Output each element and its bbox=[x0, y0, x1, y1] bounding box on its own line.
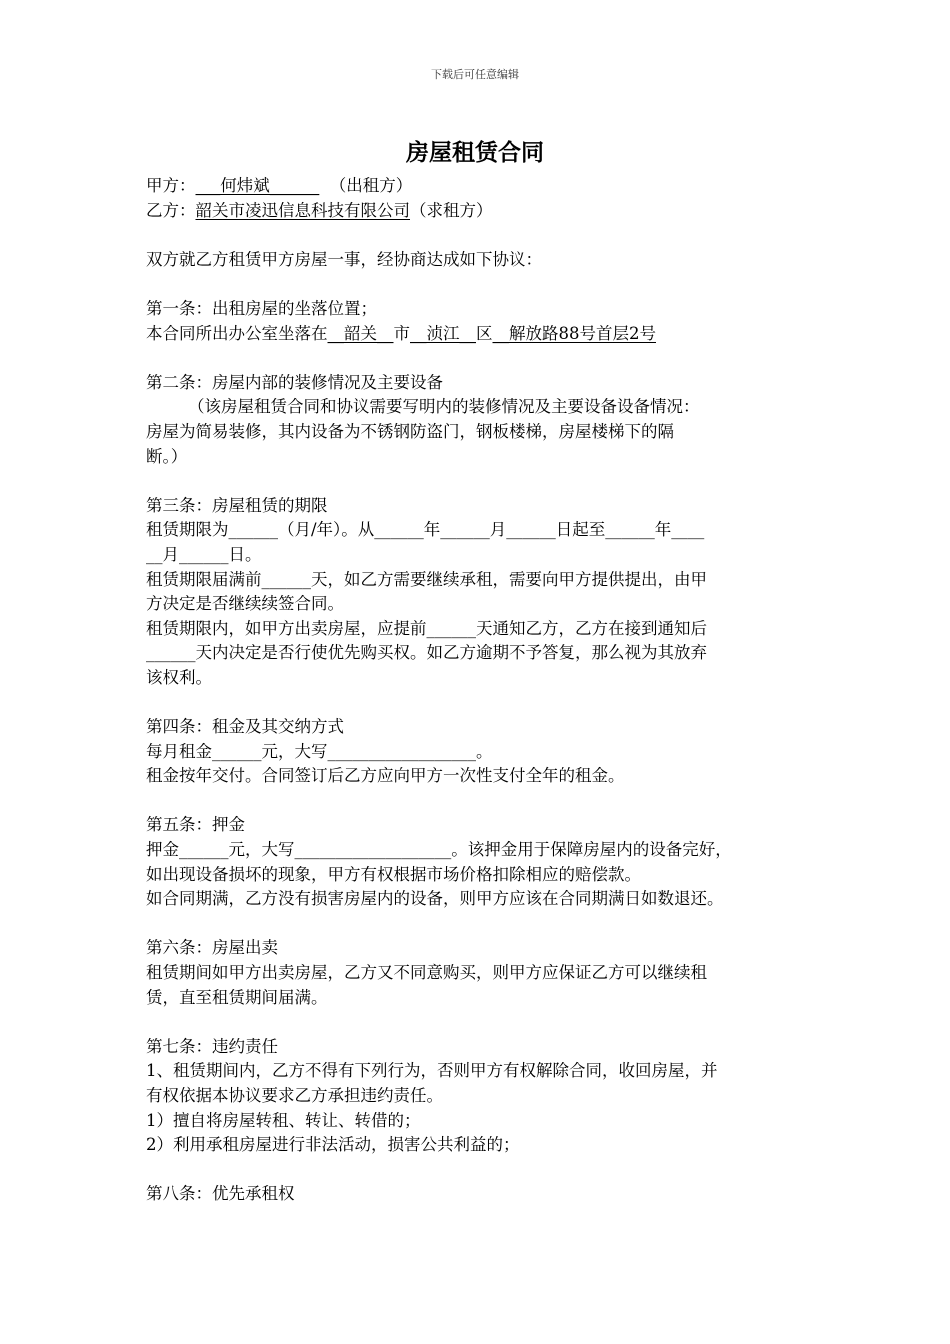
party-b-role: （求租方） bbox=[410, 200, 493, 220]
header-note: 下载后可任意编辑 bbox=[431, 68, 519, 81]
art1-text-b: 市 bbox=[393, 323, 410, 343]
art2-line-3: 断。） bbox=[146, 446, 188, 466]
art5-line-3: 如合同期满，乙方没有损害房屋内的设备，则甲方应该在合同期满日如数退还。 bbox=[146, 889, 724, 909]
art7-line-1: 1、租赁期间内，乙方不得有下列行为，否则甲方有权解除合同，收回房屋，并 bbox=[146, 1061, 718, 1081]
art3-line-1: 租赁期限为______（月/年）。从______年______月______日起至______年____ bbox=[146, 520, 705, 540]
art1-address: __解放路88号首层2号 bbox=[492, 323, 656, 343]
art1-text-c: 区 bbox=[476, 323, 493, 343]
art3-line-6: ______天内决定是否行使优先购买权。如乙方逾期不予答复，那么视为其放弃 bbox=[146, 643, 707, 663]
art8-heading: 第八条：优先承租权 bbox=[146, 1184, 295, 1204]
art5-line-2: 如出现设备损坏的现象，甲方有权根据市场价格扣除相应的赔偿款。 bbox=[146, 864, 641, 884]
art6-heading: 第六条：房屋出卖 bbox=[146, 938, 278, 958]
art3-line-4: 方决定是否继续续签合同。 bbox=[146, 594, 344, 614]
art6-line-1: 租赁期间如甲方出卖房屋，乙方又不同意购买，则甲方应保证乙方可以继续租 bbox=[146, 963, 707, 982]
art3-line-7: 该权利。 bbox=[146, 667, 212, 687]
party-b-label: 乙方： bbox=[146, 200, 196, 220]
party-b-line bbox=[146, 199, 810, 224]
art1-city: __韶关__ bbox=[327, 323, 394, 343]
art4-line-2: 租金按年交付。合同签订后乙方应向甲方一次性支付全年的租金。 bbox=[146, 766, 625, 786]
art3-line-5: 租赁期限内，如甲方出卖房屋，应提前______天通知乙方，乙方在接到通知后 bbox=[146, 618, 707, 638]
intro-line: 双方就乙方租赁甲方房屋一事，经协商达成如下协议： bbox=[146, 249, 542, 269]
art5-heading: 第五条：押金 bbox=[146, 815, 245, 835]
art1-district: __浈江__ bbox=[410, 323, 476, 343]
art1-heading: 第一条：出租房屋的坐落位置； bbox=[146, 298, 377, 318]
art1-text-a: 本合同所出办公室坐落在 bbox=[146, 323, 328, 343]
art7-line-3: 1）擅自将房屋转租、转让、转借的； bbox=[146, 1110, 421, 1130]
contract-title: 房屋租赁合同 bbox=[406, 140, 544, 166]
party-a-name: ___何炜斌______ bbox=[195, 176, 320, 195]
art4-heading: 第四条：租金及其交纳方式 bbox=[146, 717, 344, 737]
party-b-name: 韶关市凌迅信息科技有限公司 bbox=[195, 200, 410, 220]
contract-body bbox=[146, 174, 810, 1207]
art1-location-line bbox=[146, 322, 810, 347]
art3-heading: 第三条：房屋租赁的期限 bbox=[146, 495, 328, 515]
party-a-line bbox=[146, 174, 810, 199]
art7-line-2: 有权依据本协议要求乙方承担违约责任。 bbox=[146, 1085, 443, 1105]
art4-line-1: 每月租金______元，大写__________________。 bbox=[146, 741, 493, 761]
art3-line-3: 租赁期限届满前______天，如乙方需要继续承租，需要向甲方提供提出，由甲 bbox=[146, 569, 707, 589]
party-a-label: 甲方： bbox=[146, 176, 196, 195]
party-a-role: （出租方） bbox=[329, 176, 413, 195]
art2-line-2: 房屋为简易装修，其内设备为不锈钢防盗门，钢板楼梯，房屋楼梯下的隔 bbox=[146, 421, 674, 441]
art5-line-1: 押金______元，大写___________________。该押金用于保障房屋内的设备完好， bbox=[146, 840, 732, 860]
art2-heading: 第二条：房屋内部的装修情况及主要设备 bbox=[146, 372, 443, 392]
art2-line-1: （该房屋租赁合同和协议需要写明内的装修情况及主要设备设备情况： bbox=[146, 397, 700, 417]
art6-line-2: 赁，直至租赁期间届满。 bbox=[146, 987, 328, 1007]
art7-heading: 第七条：违约责任 bbox=[146, 1036, 278, 1056]
art7-line-4: 2）利用承租房屋进行非法活动，损害公共利益的； bbox=[146, 1135, 520, 1155]
art3-line-2: __月______日。 bbox=[146, 544, 262, 564]
